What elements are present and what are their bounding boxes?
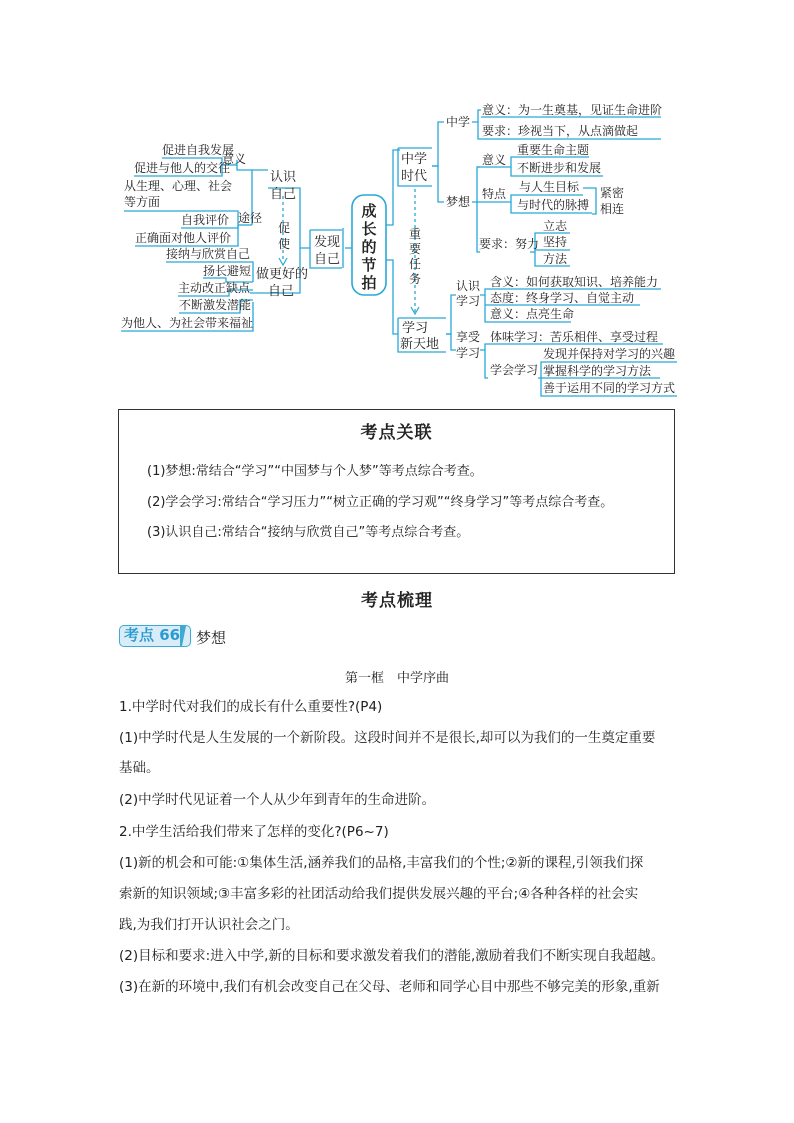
mm-enjoy-study-2: 学习 <box>456 346 481 360</box>
badge-tail-icon <box>180 625 190 647</box>
box-item-2: (2)学会学习:常结合“学习压力”“树立正确的学习观”“终身学习”等考点综合考查。 <box>147 495 614 510</box>
mm-discover-1: 发现 <box>314 235 341 250</box>
mm-requirement-item-2: 坚持 <box>543 235 568 249</box>
mm-task-4: 务 <box>409 272 422 286</box>
mm-enjoy-study-1: 享受 <box>456 330 481 344</box>
content-line: (2)中学时代见证着一个人从少年到青年的生命进阶。 <box>119 792 436 808</box>
mm-dream-feature: 特点 <box>482 187 507 201</box>
mm-dream-meaning: 意义 <box>482 153 507 167</box>
mm-middle-item-2: 要求：珍视当下，从点滴做起 <box>482 124 639 138</box>
mm-center-5: 拍 <box>361 274 377 292</box>
mm-middle-school: 中学 <box>446 115 471 129</box>
mm-dream-meaning-item-1: 重要生命主题 <box>517 143 590 157</box>
mm-dream-meaning-item-2: 不断进步和发展 <box>517 161 602 175</box>
mm-middle-1: 中学 <box>401 152 428 167</box>
content-line: (1)新的机会和可能:①集体生活,涵养我们的品格,丰富我们的个性;②新的课程,引领我们探 <box>119 855 644 871</box>
mm-task-2: 要 <box>409 242 422 256</box>
mm-know-study-item-2: 态度：终身学习、自觉主动 <box>490 291 635 305</box>
lesson-title: 第一框 中学序曲 <box>344 671 449 686</box>
mm-center-1: 成 <box>361 202 377 220</box>
mm-center-4: 节 <box>361 256 377 274</box>
mm-meaning-item-1: 促进自我发展 <box>162 143 235 157</box>
mm-better-item-4: 不断激发潜能 <box>179 298 252 312</box>
mm-dream: 梦想 <box>446 195 471 209</box>
mm-experience: 体味学习：苦乐相伴、享受过程 <box>490 330 659 344</box>
mm-know-2: 自己 <box>270 187 297 202</box>
mm-study-1: 学习 <box>402 321 429 336</box>
box-item-1: (1)梦想:常结合“学习”“中国梦与个人梦”等考点综合考查。 <box>147 464 483 479</box>
mm-better-item-1: 接纳与欣赏自己 <box>166 247 251 261</box>
mm-learn-item-3: 善于运用不同的学习方式 <box>543 381 676 395</box>
mm-discover-2: 自己 <box>314 252 341 267</box>
mm-better-item-5: 为他人、为社会带来福祉 <box>121 316 254 330</box>
mm-way-item-2: 等方面 <box>124 195 161 209</box>
mm-learn-item-2: 掌握科学的学习方法 <box>543 364 652 378</box>
mm-way-item-3: 自我评价 <box>181 213 230 227</box>
mm-know-study-item-3: 意义：点亮生命 <box>490 307 575 321</box>
mm-close-2: 相连 <box>600 202 625 216</box>
mm-study-2: 新天地 <box>400 337 440 352</box>
mm-know-1: 认识 <box>270 170 297 185</box>
mm-requirement-item-1: 立志 <box>543 219 568 233</box>
mm-way-item-1: 从生理、心理、社会 <box>124 179 233 193</box>
mm-dream-feature-item-2: 与时代的脉搏 <box>517 198 590 212</box>
mm-way-item-4: 正确面对他人评价 <box>135 231 232 245</box>
mm-promote-2: 使 <box>278 237 291 251</box>
mm-task-1: 重 <box>409 227 422 241</box>
mm-better-item-3: 主动改正缺点 <box>178 281 251 295</box>
mm-task-3: 任 <box>409 257 422 271</box>
topic-name: 梦想 <box>196 629 227 647</box>
mm-dream-feature-item-1: 与人生目标 <box>519 180 580 194</box>
topic-badge: 考点 66 <box>119 625 191 647</box>
content-line: (1)中学时代是人生发展的一个新阶段。这段时间并不是很长,却可以为我们的一生奠定重要 <box>119 730 656 746</box>
mm-know-study-2: 学习 <box>456 294 481 308</box>
content-line: 索新的知识领域;③丰富多彩的社团活动给我们提供发展兴趣的平台;④各种各样的社会实 <box>119 886 639 902</box>
mm-know-study-item-1: 含义：如何获取知识、培养能力 <box>490 275 659 289</box>
mm-learn-item-1: 发现并保持对学习的兴趣 <box>543 347 676 361</box>
content-line: 1.中学时代对我们的成长有什么重要性?(P4) <box>119 699 383 715</box>
mm-requirement-item-3: 方法 <box>543 252 568 266</box>
section-title: 考点梳理 <box>361 591 433 611</box>
mm-meaning-item-2: 促进与他人的交往 <box>134 161 231 175</box>
content-line: 2.中学生活给我们带来了怎样的变化?(P6~7) <box>119 824 389 840</box>
content-line: 基础。 <box>119 760 160 776</box>
mm-better-item-2: 扬长避短 <box>203 264 252 278</box>
box-title: 考点关联 <box>360 423 433 443</box>
box-item-3: (3)认识自己:常结合“接纳与欣赏自己”等考点综合考查。 <box>147 525 470 540</box>
mm-middle-item-1: 意义：为一生奠基，见证生命进阶 <box>482 103 663 117</box>
mm-know-meaning: 意义 <box>222 152 247 166</box>
mm-know-way: 途径 <box>238 211 263 225</box>
content-line: 践,为我们打开认识社会之门。 <box>119 917 299 933</box>
mm-better-2: 自己 <box>268 284 295 299</box>
mm-close-1: 紧密 <box>600 186 625 200</box>
kaodian-guanlian-box <box>118 409 675 574</box>
mm-middle-2: 时代 <box>401 169 428 184</box>
mm-learn-to-study: 学会学习 <box>490 363 539 377</box>
mm-know-study-1: 认识 <box>456 279 481 293</box>
mm-promote-1: 促 <box>278 221 291 235</box>
mm-center-3: 的 <box>361 238 377 256</box>
mm-requirement: 要求：努力 <box>479 237 540 251</box>
mind-map <box>0 0 794 405</box>
mm-better-1: 做更好的 <box>256 267 309 282</box>
content-line: (3)在新的环境中,我们有机会改变自己在父母、老师和同学心目中那些不够完美的形象,重新 <box>119 979 660 995</box>
content-line: (2)目标和要求:进入中学,新的目标和要求激发着我们的潜能,激励着我们不断实现自我超越。 <box>119 948 665 964</box>
mm-center-2: 长 <box>361 220 377 238</box>
